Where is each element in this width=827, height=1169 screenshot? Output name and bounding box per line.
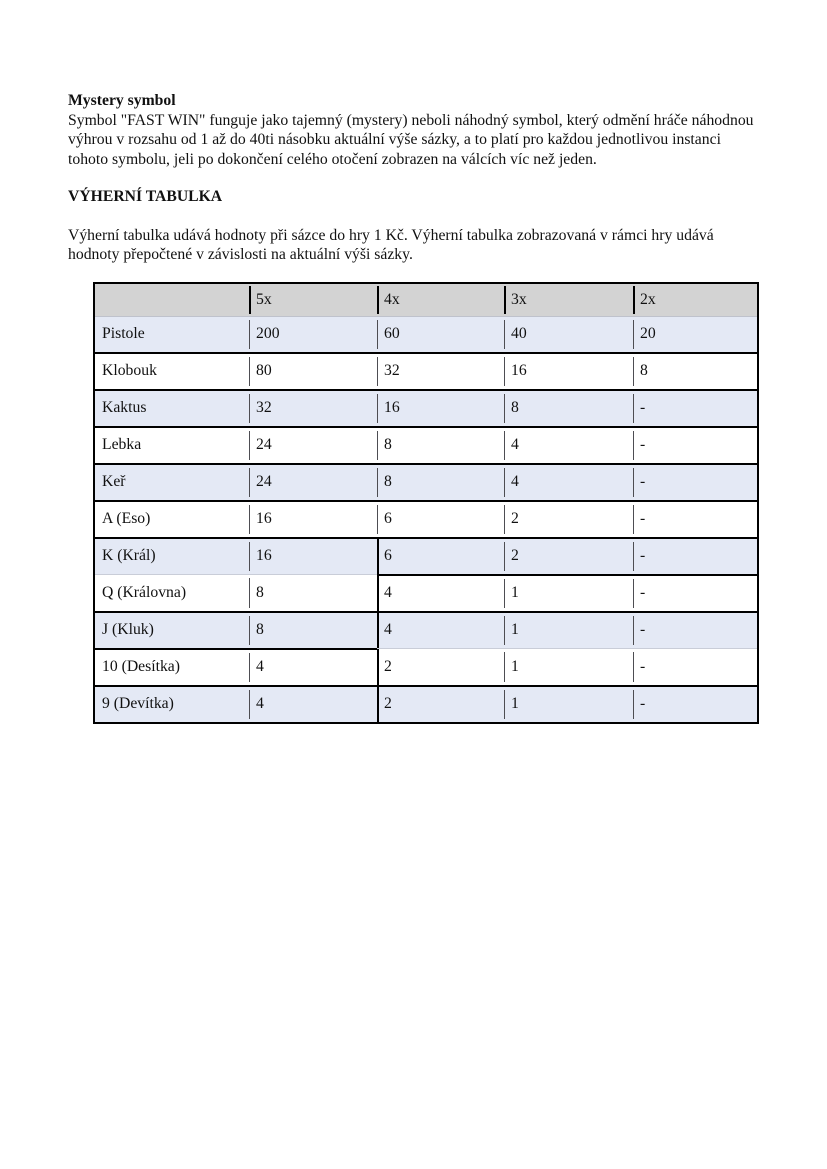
- value-cell: 2: [504, 538, 633, 575]
- value-cell: 4: [249, 686, 377, 723]
- symbol-cell: Pistole: [94, 316, 249, 353]
- value-cell: 24: [249, 464, 377, 501]
- value-cell: 2: [377, 686, 504, 723]
- value-cell: 24: [249, 427, 377, 464]
- value-cell: 16: [249, 538, 377, 575]
- value-cell: 40: [504, 316, 633, 353]
- table-row: [94, 353, 758, 390]
- value-cell: 8: [504, 390, 633, 427]
- value-cell: 4: [249, 649, 377, 686]
- value-cell: -: [633, 427, 758, 464]
- paytable-intro-paragraph: Výherní tabulka udává hodnoty při sázce do hry 1 Kč. Výherní tabulka zobrazovaná v rámci hry udává hodnoty přepočtené v závislosti na aktuální výši sázky.: [68, 226, 714, 263]
- value-cell: 16: [377, 390, 504, 427]
- table-row: [94, 686, 758, 723]
- value-cell: 20: [633, 316, 758, 353]
- value-cell: 2: [504, 501, 633, 538]
- value-cell: 80: [249, 353, 377, 390]
- symbol-cell: J (Kluk): [94, 612, 249, 649]
- value-cell: 4: [377, 575, 504, 612]
- value-cell: 16: [249, 501, 377, 538]
- value-cell: 200: [249, 316, 377, 353]
- value-cell: 1: [504, 575, 633, 612]
- value-cell: 6: [377, 538, 504, 575]
- value-cell: 1: [504, 612, 633, 649]
- value-cell: 4: [504, 427, 633, 464]
- value-cell: -: [633, 612, 758, 649]
- table-row: [94, 538, 758, 575]
- table-row: [94, 612, 758, 649]
- symbol-cell: Q (Královna): [94, 575, 249, 612]
- multiplier-column-header: 5x: [249, 283, 377, 317]
- value-cell: 1: [504, 649, 633, 686]
- value-cell: -: [633, 501, 758, 538]
- table-row: [94, 464, 758, 501]
- table-row: [94, 575, 758, 612]
- value-cell: 4: [504, 464, 633, 501]
- table-row: [94, 316, 758, 353]
- value-cell: 8: [633, 353, 758, 390]
- value-cell: 32: [377, 353, 504, 390]
- table-row: [94, 501, 758, 538]
- value-cell: -: [633, 464, 758, 501]
- value-cell: 8: [249, 575, 377, 612]
- mystery-symbol-heading: Mystery symbol: [68, 92, 176, 109]
- symbol-cell: Klobouk: [94, 353, 249, 390]
- paytable-heading: VÝHERNÍ TABULKA: [68, 188, 223, 205]
- table-row: [94, 427, 758, 464]
- symbol-cell: 10 (Desítka): [94, 649, 249, 686]
- symbol-cell: A (Eso): [94, 501, 249, 538]
- value-cell: -: [633, 649, 758, 686]
- paytable: [93, 282, 759, 724]
- symbol-cell: K (Král): [94, 538, 249, 575]
- page-content: [68, 91, 760, 724]
- value-cell: 8: [377, 427, 504, 464]
- value-cell: 6: [377, 501, 504, 538]
- multiplier-column-header: 2x: [633, 283, 758, 317]
- multiplier-column-header: 4x: [377, 283, 504, 317]
- paytable-body: [94, 316, 758, 723]
- mystery-symbol-paragraph: Symbol "FAST WIN" funguje jako tajemný (mystery) neboli náhodný symbol, který odmění hráče náhodnou výhrou v rozsahu od 1 až do 40ti násobku aktuální výše sázky, a to platí pro každou jednotlivou instanci tohoto symbolu, jeli po dokončení celého otočení zobrazen na válcích víc než jeden.: [68, 111, 754, 168]
- value-cell: 2: [377, 649, 504, 686]
- table-row: [94, 649, 758, 686]
- symbol-cell: Lebka: [94, 427, 249, 464]
- value-cell: 16: [504, 353, 633, 390]
- value-cell: 4: [377, 612, 504, 649]
- symbol-cell: Keř: [94, 464, 249, 501]
- table-row: [94, 390, 758, 427]
- value-cell: 8: [249, 612, 377, 649]
- header-row: [94, 283, 758, 317]
- value-cell: -: [633, 390, 758, 427]
- value-cell: 8: [377, 464, 504, 501]
- multiplier-column-header: 3x: [504, 283, 633, 317]
- value-cell: 1: [504, 686, 633, 723]
- paytable-header: [94, 283, 758, 317]
- value-cell: 32: [249, 390, 377, 427]
- symbol-column-header: [94, 283, 249, 317]
- symbol-cell: 9 (Devítka): [94, 686, 249, 723]
- value-cell: -: [633, 686, 758, 723]
- symbol-cell: Kaktus: [94, 390, 249, 427]
- value-cell: 60: [377, 316, 504, 353]
- value-cell: -: [633, 575, 758, 612]
- value-cell: -: [633, 538, 758, 575]
